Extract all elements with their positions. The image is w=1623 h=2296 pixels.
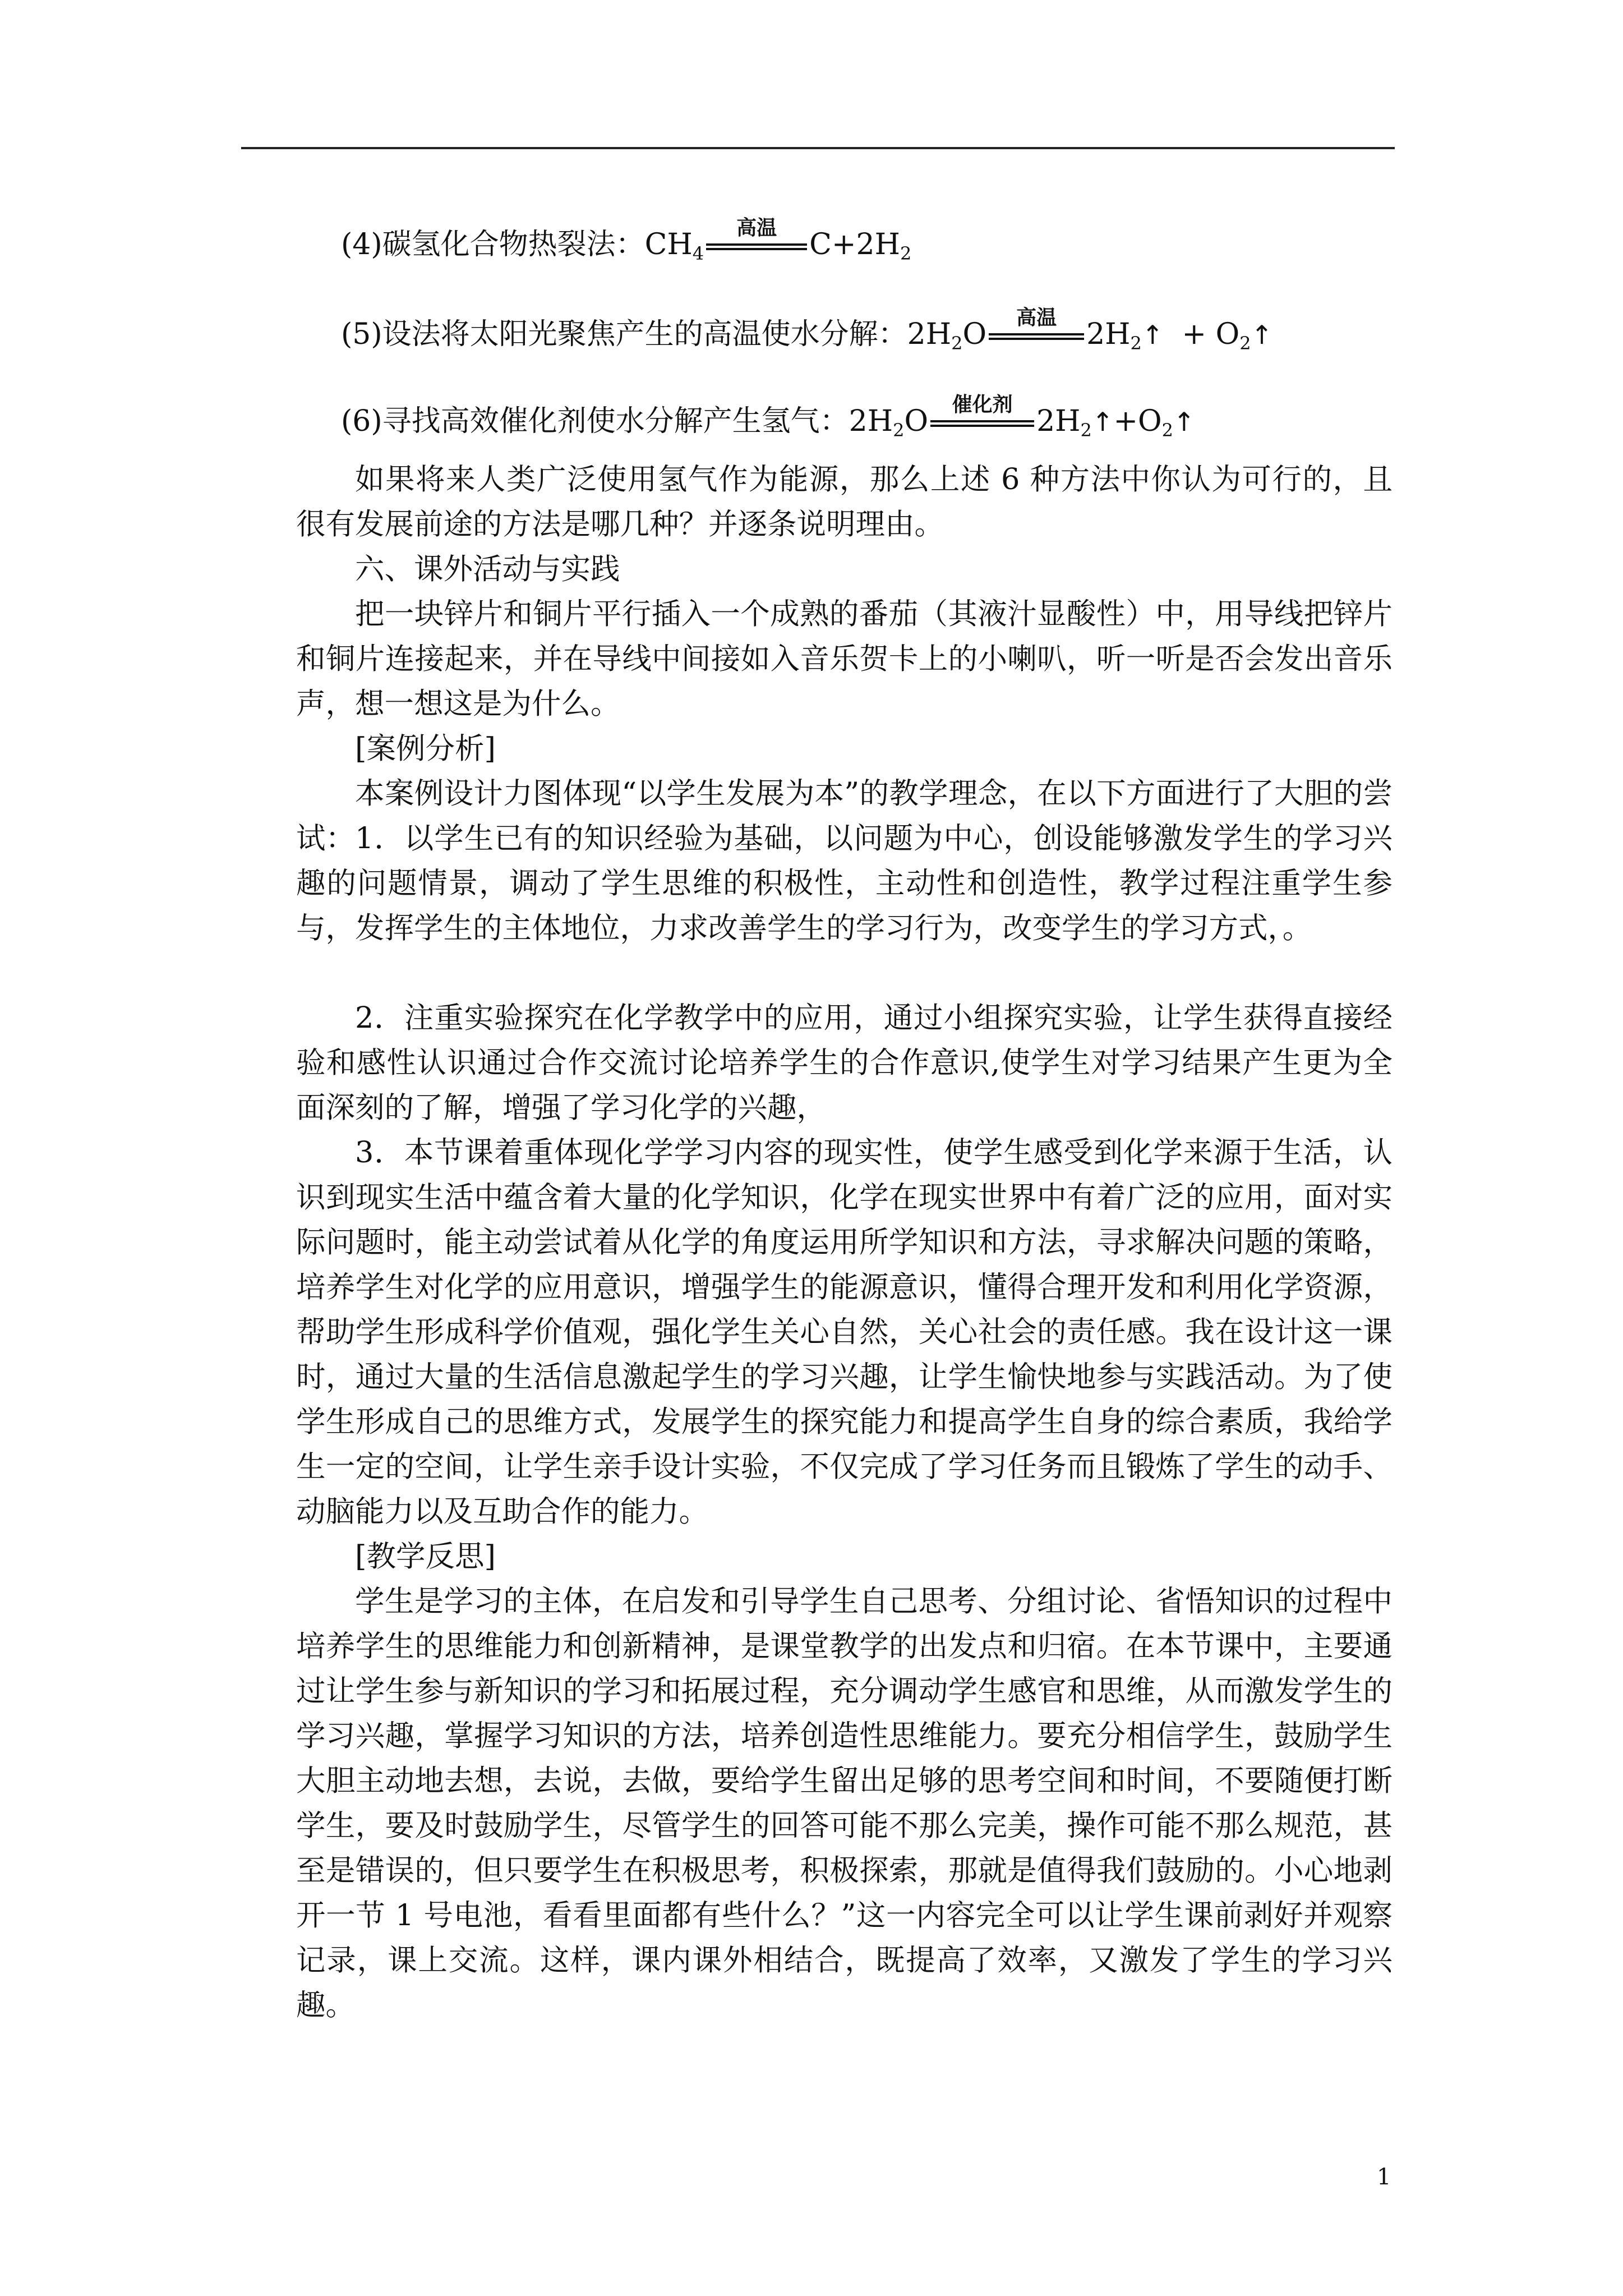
page-number: 1 <box>1377 2164 1391 2190</box>
eq5-sub1: 2 <box>951 333 963 354</box>
eq6-mid: O <box>904 404 929 438</box>
eq4-condition: 高温 <box>736 215 777 240</box>
eq5-plus: + O <box>1182 318 1240 351</box>
paragraph-point-2: 2．注重实验探究在化学教学中的应用，通过小组探究实验，让学生获得直接经验和感性认识通过合作交流讨论培养学生的合作意识,使学生对学习结果产生更为全面深刻的了解，增强了学习化学的兴趣， <box>296 1001 1393 1125</box>
eq5-prefix: (5)设法将太阳光聚焦产生的高温使水分解：2H <box>341 318 952 351</box>
section-heading-6: 六、课外活动与实践 <box>355 552 620 586</box>
eq6-plus: +O <box>1113 404 1162 438</box>
paragraph-point-3: 3．本节课着重体现化学学习内容的现实性，使学生感受到化学来源于生活，认识到现实生活中蕴含着大量的化学知识，化学在现实世界中有着广泛的应用，面对实际问题时，能主动尝试着从化学的角度运用所学知识和方法，寻求解决问题的策略，培养学生对化学的应用意识，增强学生的能源意识，懂得合理开发和利用化学资源，帮助学生形成科学价值观，强化学生关心自然，关心社会的责任感。我在设计这一课时，通过大量的生活信息激起学生的学习兴趣，让学生愉快地参与实践活动。为了使学生形成自己的思维方式，发展学生的探究能力和提高学生自身的综合素质，我给学生一定的空间，让学生亲手设计实验，不仅完成了学习任务而且锻炼了学生的动手、动脑能力以及互助合作的能力。 <box>296 1135 1393 1529</box>
eq6-condition-arrow <box>930 392 1034 427</box>
eq4-sub2: 2 <box>900 243 912 264</box>
eq4-prefix: (4)碳氢化合物热裂法：CH <box>341 228 693 261</box>
eq6-sub3: 2 <box>1161 420 1173 441</box>
heading-teaching-reflection: [教学反思] <box>355 1539 496 1573</box>
eq5-sub3: 2 <box>1239 333 1251 354</box>
eq5-condition-arrow <box>989 305 1084 340</box>
equation-5 <box>341 305 1273 364</box>
eq6-sub2: 2 <box>1080 420 1092 441</box>
eq6-prefix: (6)寻找高效催化剂使水分解产生氢气：2H <box>341 404 893 438</box>
gas-arrow-icon: ↑ <box>1141 320 1164 350</box>
paragraph-point-1: 1．以学生已有的知识经验为基础，以问题为中心，创设能够激发学生的学习兴趣的问题情景，调动了学生思维的积极性，主动性和创造性，教学过程注重学生参与，发挥学生的主体地位，力求改善学生的学习行为，改变学生的学习方式，。 <box>296 821 1393 945</box>
gas-arrow-icon: ↑ <box>1173 407 1195 437</box>
paragraph-case-intro: 本案例设计力图体现“以学生发展为本”的教学理念，在以下方面进行了大胆的尝试： <box>296 776 1393 855</box>
eq5-condition: 高温 <box>1016 305 1057 329</box>
paragraph-activity: 把一块锌片和铜片平行插入一个成熟的番茄（其液汁显酸性）中，用导线把锌片和铜片连接起来，并在导线中间接如入音乐贺卡上的小喇叭，听一听是否会发出音乐声，想一想这是为什么。 <box>296 597 1393 721</box>
eq5-sub2: 2 <box>1130 333 1142 354</box>
equation-4 <box>341 215 912 274</box>
equation-6 <box>341 392 1195 450</box>
eq5-product1: 2H <box>1086 318 1131 351</box>
gas-arrow-icon: ↑ <box>1251 320 1273 350</box>
eq6-sub1: 2 <box>893 420 905 441</box>
gas-arrow-icon: ↑ <box>1091 407 1114 437</box>
paragraph-question: 如果将来人类广泛使用氢气作为能源，那么上述 6 种方法中你认为可行的，且很有发展前途的方法是哪几种？并逐条说明理由。 <box>296 462 1393 541</box>
header-rule <box>241 147 1395 149</box>
eq4-suffix: C+2H <box>809 228 900 261</box>
eq5-mid: O <box>962 318 987 351</box>
paragraph-reflection: 学生是学习的主体，在启发和引导学生自己思考、分组讨论、省悟知识的过程中培养学生的思维能力和创新精神，是课堂教学的出发点和归宿。在本节课中，主要通过让学生参与新知识的学习和拓展过程，充分调动学生感官和思维，从而激发学生的学习兴趣，掌握学习知识的方法，培养创造性思维能力。要充分相信学生，鼓励学生大胆主动地去想，去说，去做，要给学生留出足够的思考空间和时间，不要随便打断学生，要及时鼓励学生，尽管学生的回答可能不那么完美，操作可能不那么规范，甚至是错误的，但只要学生在积极思考，积极探索，那就是值得我们鼓励的。小心地剥开一节 1 号电池，看看里面都有些什么？”这一内容完全可以让学生课前剥好并观察记录，课上交流。这样，课内课外相结合，既提高了效率，又激发了学生的学习兴趣。 <box>296 1584 1393 2022</box>
heading-case-analysis: [案例分析] <box>355 731 496 766</box>
eq6-condition: 催化剂 <box>952 392 1013 416</box>
eq6-product1: 2H <box>1036 404 1081 438</box>
eq4-condition-arrow <box>706 215 807 250</box>
eq4-sub1: 4 <box>692 243 704 264</box>
